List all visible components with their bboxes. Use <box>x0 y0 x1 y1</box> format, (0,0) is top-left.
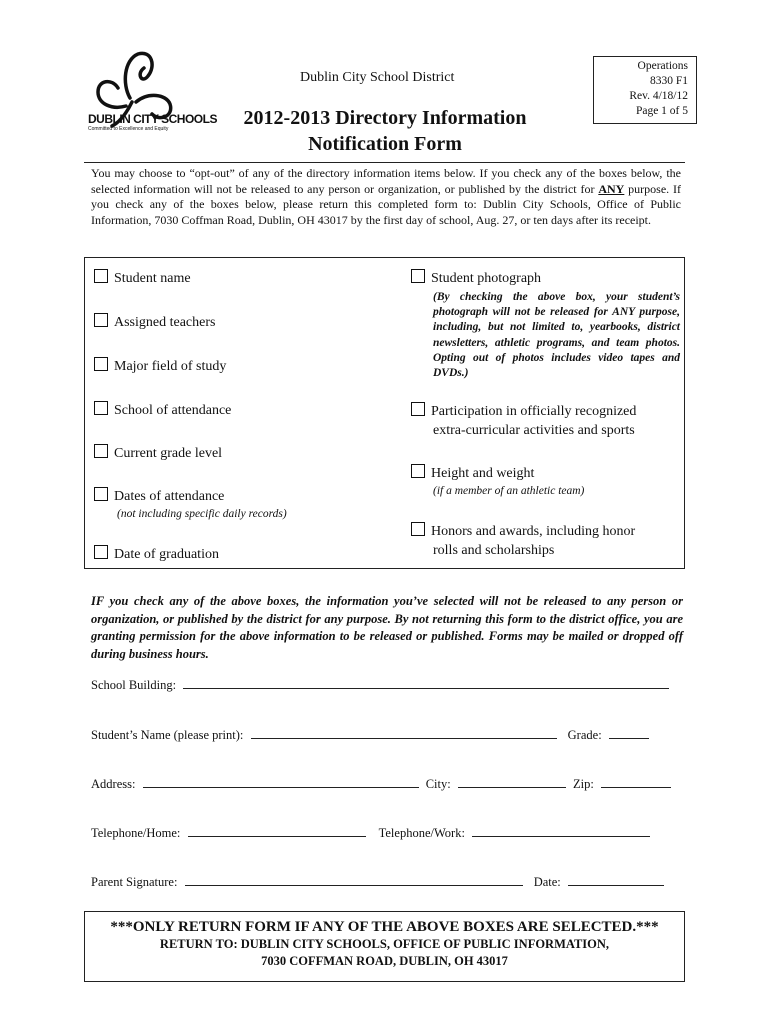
input-school-building[interactable] <box>183 676 669 689</box>
district-name: Dublin City School District <box>300 70 455 85</box>
option-assigned-teachers[interactable] <box>94 313 215 331</box>
checkbox-student-name[interactable] <box>94 269 108 283</box>
return-instructions-box <box>84 911 685 982</box>
intro-paragraph <box>91 166 681 228</box>
label-honors-2: rolls and scholarships <box>433 543 555 558</box>
intro-any: ANY <box>598 181 625 196</box>
height-weight-note: (if a member of an athletic team) <box>433 485 585 497</box>
label-grade-level: Current grade level <box>114 446 223 461</box>
return-address-1: RETURN TO: DUBLIN CITY SCHOOLS, OFFICE OF PUBLIC INFORMATION, <box>159 937 610 951</box>
label-zip: Zip: <box>572 777 594 791</box>
field-telephone <box>91 824 650 841</box>
label-school-building: School Building: <box>91 678 177 692</box>
title-line-2: Notification Form <box>308 133 462 155</box>
input-date[interactable] <box>568 873 664 886</box>
checkbox-date-graduation[interactable] <box>94 545 108 559</box>
input-zip[interactable] <box>601 775 671 788</box>
logo-wordmark: DUBLIN CITY SCHOOLS <box>88 112 217 126</box>
label-address: Address: <box>91 777 136 791</box>
input-city[interactable] <box>458 775 566 788</box>
label-student-name-field: Student’s Name (please print): <box>91 728 244 742</box>
field-student-name <box>91 726 649 743</box>
intro-part-2: purpose. If you check any of the boxes below, please return this completed form to: Dublin City Schools, Office of Public Information, 7030 Coffman Road, Dublin, OH 43017 by the first day of school, Aug. 27, or ten days after its receipt. <box>91 181 681 227</box>
field-school-building <box>91 676 669 693</box>
label-dates-attendance: Dates of attendance <box>114 489 225 504</box>
header-divider <box>84 162 685 163</box>
label-grade: Grade: <box>567 728 602 742</box>
option-student-name[interactable] <box>94 269 191 287</box>
return-notice: ***ONLY RETURN FORM IF ANY OF THE ABOVE BOXES ARE SELECTED.*** <box>110 919 659 935</box>
operations-box <box>593 56 697 124</box>
checkbox-major-field[interactable] <box>94 357 108 371</box>
label-date: Date: <box>533 875 561 889</box>
ops-line-3: Rev. 4/18/12 <box>629 90 688 102</box>
label-participation-1: Participation in officially recognized <box>431 404 637 419</box>
input-parent-signature[interactable] <box>185 873 523 886</box>
checkbox-honors[interactable] <box>411 522 425 536</box>
option-major-field[interactable] <box>94 357 226 375</box>
option-grade-level[interactable] <box>94 444 222 462</box>
title-line-1: 2012-2013 Directory Information <box>243 107 527 129</box>
ops-line-4: Page 1 of 5 <box>635 105 688 117</box>
label-tel-home: Telephone/Home: <box>91 826 181 840</box>
dates-attendance-note: (not including specific daily records) <box>117 508 287 520</box>
logo-tagline: Committed to Excellence and Equity <box>88 126 169 132</box>
checkbox-participation[interactable] <box>411 402 425 416</box>
input-grade[interactable] <box>609 726 649 739</box>
option-date-graduation[interactable] <box>94 545 219 563</box>
ops-line-2: 8330 F1 <box>649 75 688 87</box>
option-height-weight[interactable] <box>411 464 534 482</box>
label-date-graduation: Date of graduation <box>114 547 219 562</box>
return-address-2: 7030 COFFMAN ROAD, DUBLIN, OH 43017 <box>261 954 508 968</box>
form-title <box>200 105 570 157</box>
label-school-attendance: School of attendance <box>114 403 232 418</box>
input-student-name[interactable] <box>251 726 557 739</box>
checkbox-grade-level[interactable] <box>94 444 108 458</box>
label-major-field: Major field of study <box>114 359 227 374</box>
checkbox-photograph[interactable] <box>411 269 425 283</box>
label-city: City: <box>425 777 451 791</box>
option-school-attendance[interactable] <box>94 401 231 419</box>
photograph-note: (By checking the above box, your student’s photograph will not be released for ANY purpose, including, but not limited to, yearbooks, district newsletters, athletic programs, and team photos. Opting out of photos includes video tapes and DVDs.) <box>433 291 680 380</box>
intro-part-1: You may choose to “opt-out” of any of the directory information items below. If you check any of the boxes below, the selected information will not be released to any person or organization, or published by the district for <box>91 166 681 196</box>
checkbox-school-attendance[interactable] <box>94 401 108 415</box>
option-participation[interactable] <box>411 402 636 420</box>
checkbox-height-weight[interactable] <box>411 464 425 478</box>
checkbox-dates-attendance[interactable] <box>94 487 108 501</box>
label-parent-signature: Parent Signature: <box>91 875 178 889</box>
option-dates-attendance[interactable] <box>94 487 224 505</box>
label-photograph: Student photograph <box>431 271 542 286</box>
label-height-weight: Height and weight <box>431 466 535 481</box>
input-tel-home[interactable] <box>188 824 366 837</box>
label-honors-1: Honors and awards, including honor <box>431 524 636 539</box>
input-tel-work[interactable] <box>472 824 650 837</box>
ops-line-1: Operations <box>637 60 688 72</box>
label-student-name: Student name <box>114 271 191 286</box>
warning-paragraph: IF you check any of the above boxes, the information you’ve selected will not be released to any person or organization, or published by the district for any purpose. By not returning this form to the district office, you are granting permission for the above information to be released or published. Forms may be mailed or dropped off during business hours. <box>91 594 683 661</box>
label-assigned-teachers: Assigned teachers <box>114 315 216 330</box>
label-participation-2: extra-curricular activities and sports <box>433 423 635 438</box>
option-honors[interactable] <box>411 522 635 540</box>
input-address[interactable] <box>143 775 419 788</box>
checkbox-assigned-teachers[interactable] <box>94 313 108 327</box>
option-photograph[interactable] <box>411 269 541 287</box>
label-tel-work: Telephone/Work: <box>378 826 465 840</box>
field-signature <box>91 873 664 890</box>
field-address <box>91 775 671 792</box>
